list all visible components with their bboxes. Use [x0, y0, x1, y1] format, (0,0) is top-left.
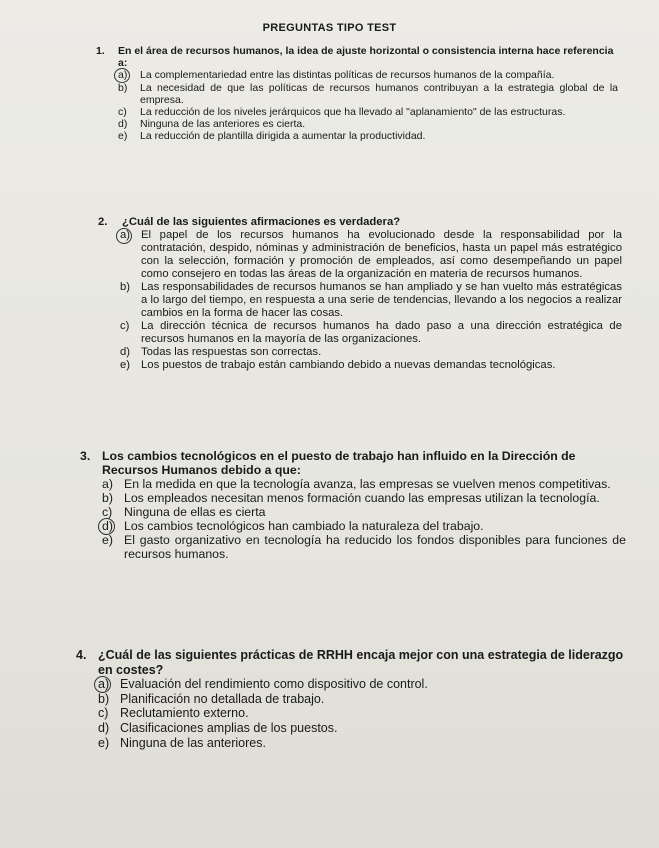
option-d[interactable]	[102, 519, 626, 533]
option-c[interactable]	[102, 505, 626, 519]
option-c[interactable]	[98, 706, 628, 721]
option-text: Las responsabilidades de recursos humanos se han ampliado y se han vuelto más estratégicas a lo largo del tiempo, en respuesta a una serie de tendencias, llevando a los negocios a realizar cambios en la forma de hacer las cosas.	[141, 281, 622, 319]
question-1	[96, 45, 618, 143]
option-a[interactable]	[120, 229, 622, 281]
option-letter: d)	[102, 519, 113, 533]
option-text: Los empleados necesitan menos formación cuando las empresas utilizan la tecnología.	[124, 491, 600, 505]
option-text: Planificación no detallada de trabajo.	[120, 691, 325, 706]
question-4	[76, 648, 628, 750]
option-b[interactable]	[120, 281, 622, 320]
question-3-stem	[80, 449, 626, 477]
question-number: 2.	[98, 216, 108, 228]
question-number: 4.	[76, 648, 87, 662]
option-text: Clasificaciones amplias de los puestos.	[120, 720, 338, 735]
question-2	[98, 216, 622, 372]
option-text: Los cambios tecnológicos han cambiado la naturaleza del trabajo.	[124, 519, 484, 533]
question-number: 1.	[96, 45, 105, 57]
option-text: Todas las respuestas son correctas.	[141, 346, 322, 358]
option-d[interactable]	[98, 721, 628, 736]
option-a[interactable]	[98, 677, 628, 692]
option-text: Reclutamiento externo.	[120, 706, 249, 721]
question-text: Los cambios tecnológicos en el puesto de trabajo han influido en la Dirección de Recursos Humanos debido a que:	[102, 449, 576, 477]
option-b[interactable]	[102, 491, 626, 505]
page-title: PREGUNTAS TIPO TEST	[262, 22, 397, 34]
option-letter: a)	[98, 677, 110, 692]
option-letter: c)	[120, 320, 130, 332]
option-text: Ninguna de las anteriores.	[120, 735, 266, 750]
question-text: ¿Cuál de las siguientes prácticas de RRHH encaja mejor con una estrategia de liderazgo en costes?	[98, 648, 624, 677]
option-text: El papel de los recursos humanos ha evolucionado desde la responsabilidad por la contratación, despido, nóminas y administración de beneficios, hasta un papel más estratégico con la selección, formación y promoción de empleados, así como desempeñando un papel como consejero en todas las áreas de la organización en materia de recursos humanos.	[141, 229, 622, 280]
option-letter: d)	[118, 118, 128, 131]
option-letter: c)	[98, 706, 109, 721]
option-d[interactable]	[120, 346, 622, 359]
option-letter: a)	[120, 229, 131, 241]
question-4-stem	[76, 648, 628, 677]
option-b[interactable]	[98, 692, 628, 707]
question-3	[80, 449, 626, 561]
option-a[interactable]	[118, 69, 618, 81]
option-letter: a)	[118, 69, 128, 82]
option-text: La reducción de plantilla dirigida a aumentar la productividad.	[140, 130, 426, 143]
option-letter: d)	[98, 720, 110, 735]
option-letter: e)	[120, 359, 131, 371]
option-text: El gasto organizativo en tecnología ha reducido los fondos disponibles para funciones de recursos humanos.	[124, 533, 626, 561]
option-a[interactable]	[102, 477, 626, 491]
option-text: Evaluación del rendimiento como dispositivo de control.	[120, 677, 428, 692]
question-2-stem	[98, 216, 622, 229]
option-b[interactable]	[118, 82, 618, 106]
question-number: 3.	[80, 449, 91, 463]
question-text: ¿Cuál de las siguientes afirmaciones es verdadera?	[122, 216, 401, 228]
option-d[interactable]	[118, 118, 618, 130]
option-letter: b)	[118, 81, 128, 94]
option-e[interactable]	[120, 359, 622, 372]
question-text: En el área de recursos humanos, la idea de ajuste horizontal o consistencia interna hace referencia a:	[118, 45, 614, 70]
option-letter: b)	[120, 281, 131, 293]
option-letter: e)	[102, 533, 113, 547]
selected-answer-circle	[116, 228, 132, 244]
option-letter: e)	[98, 735, 110, 750]
option-text: En la medida en que la tecnología avanza, las empresas se vuelven menos competitivas.	[124, 477, 611, 491]
option-letter: c)	[102, 505, 113, 519]
option-letter: d)	[120, 346, 131, 358]
option-text: Los puestos de trabajo están cambiando debido a nuevas demandas tecnológicas.	[141, 359, 556, 371]
option-e[interactable]	[118, 130, 618, 142]
option-letter: c)	[118, 106, 127, 119]
option-text: Ninguna de las anteriores es cierta.	[140, 118, 306, 131]
option-text: La complementariedad entre las distintas políticas de recursos humanos de la compañía.	[140, 69, 555, 82]
option-letter: a)	[102, 477, 113, 491]
question-1-stem	[96, 45, 618, 69]
option-text: La dirección técnica de recursos humanos ha dado paso a una dirección estratégica de recursos humanos en la mayoría de las organizaciones.	[141, 320, 622, 345]
option-letter: b)	[102, 491, 113, 505]
option-letter: b)	[98, 691, 110, 706]
option-letter: e)	[118, 130, 128, 143]
option-c[interactable]	[118, 106, 618, 118]
option-e[interactable]	[98, 736, 628, 751]
option-text: La necesidad de que las políticas de recursos humanos contribuyan a la estrategia global de la empresa.	[140, 81, 618, 106]
option-text: Ninguna de ellas es cierta	[124, 505, 266, 519]
option-text: La reducción de los niveles jerárquicos que ha llevado al "aplanamiento" de las estructuras.	[140, 106, 566, 119]
option-e[interactable]	[102, 533, 626, 561]
option-c[interactable]	[120, 320, 622, 346]
